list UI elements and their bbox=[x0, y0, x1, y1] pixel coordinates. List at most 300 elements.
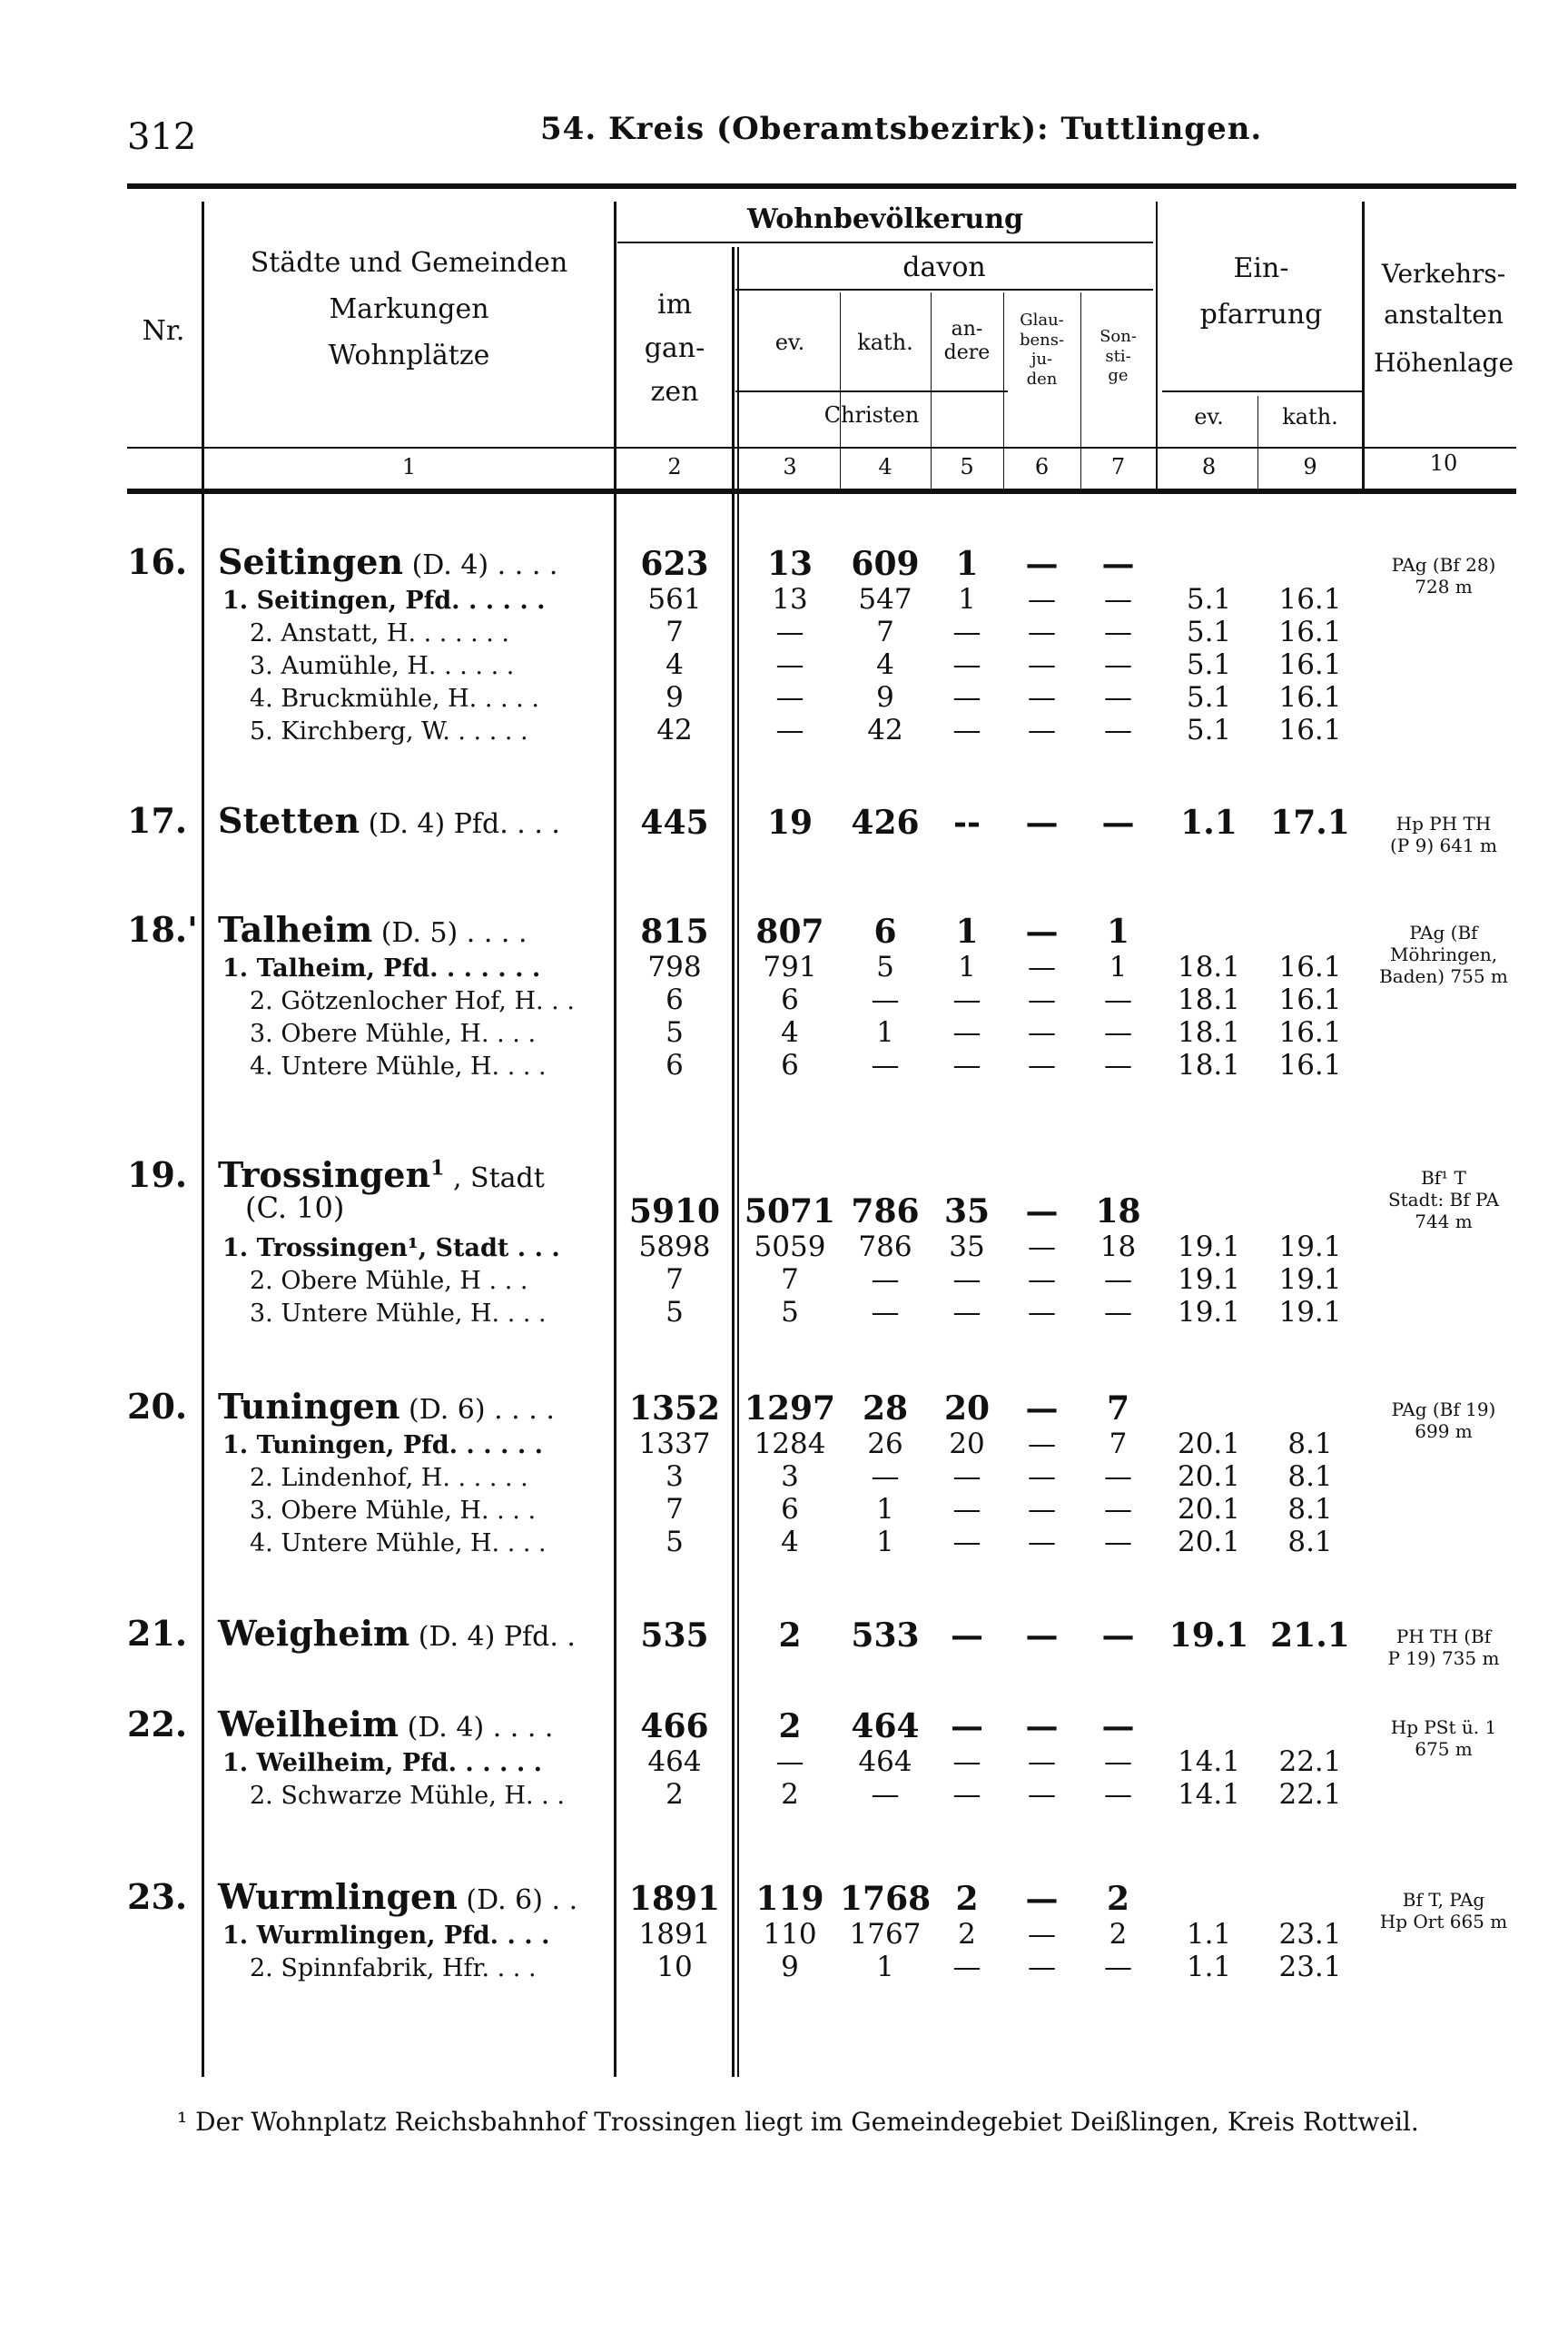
colnum-3: 3 bbox=[783, 454, 797, 479]
total-cell: 19.1 bbox=[1169, 1616, 1249, 1655]
sub-cell: 791 bbox=[763, 951, 817, 983]
header-so-1: Son- bbox=[1100, 327, 1137, 346]
sub-cell: 5059 bbox=[754, 1230, 826, 1263]
col-divider-1 bbox=[614, 202, 616, 2077]
header-wohnbevoelkerung: Wohnbevölkerung bbox=[746, 203, 1024, 235]
total-cell: — bbox=[1025, 1616, 1059, 1655]
total-cell: 445 bbox=[640, 804, 709, 842]
sub-cell: — bbox=[952, 1016, 981, 1049]
header-col1-line2: Markungen bbox=[329, 293, 489, 325]
sub-cell: — bbox=[1028, 951, 1056, 983]
sub-cell: 7 bbox=[1109, 1428, 1128, 1460]
sub-cell: 4 bbox=[781, 1526, 799, 1558]
sub-cell: 19.1 bbox=[1177, 1263, 1241, 1296]
sub-cell: 5 bbox=[666, 1296, 684, 1329]
wohnplatz-name: 2. Schwarze Mühle, H. . . bbox=[250, 1782, 565, 1810]
total-cell: 1768 bbox=[840, 1880, 932, 1918]
total-cell: 18 bbox=[1095, 1192, 1141, 1230]
header-davon: davon bbox=[902, 252, 986, 283]
header-andere-2: dere bbox=[943, 341, 991, 365]
sub-cell: — bbox=[1104, 1460, 1132, 1493]
sub-cell: — bbox=[775, 714, 804, 746]
sub-cell: — bbox=[1028, 583, 1056, 616]
sub-cell: — bbox=[1028, 616, 1056, 648]
total-cell: 13 bbox=[766, 545, 814, 583]
wohnbev-rule bbox=[617, 242, 1153, 243]
total-cell: 5071 bbox=[744, 1192, 836, 1230]
sub-cell: 1 bbox=[876, 1016, 894, 1049]
sub-cell: 19.1 bbox=[1278, 1296, 1342, 1329]
total-cell: 426 bbox=[851, 804, 920, 842]
sub-cell: 26 bbox=[867, 1428, 903, 1460]
gemeinde-name-text: Talheim bbox=[218, 909, 373, 950]
gemeinde-suffix: (D. 4) Pfd. . . . bbox=[360, 808, 560, 840]
sub-cell: 18.1 bbox=[1177, 1049, 1241, 1082]
sub-cell: 19.1 bbox=[1278, 1263, 1342, 1296]
header-andere-1: an- bbox=[951, 318, 983, 341]
einpfarrung-rule bbox=[1162, 390, 1362, 392]
sub-cell: 6 bbox=[666, 1049, 684, 1082]
total-cell: 623 bbox=[640, 545, 709, 583]
row-number: 18.' bbox=[127, 909, 198, 950]
header-im-ganzen-1: im bbox=[656, 289, 693, 321]
sub-cell: — bbox=[1104, 616, 1132, 648]
wohnplatz-name: 2. Anstatt, H. . . . . . . bbox=[250, 619, 510, 647]
sub-cell: — bbox=[1104, 1493, 1132, 1526]
total-cell: 786 bbox=[851, 1192, 920, 1230]
total-cell: 19 bbox=[766, 804, 814, 842]
row-number: 17. bbox=[127, 800, 188, 841]
gemeinde-name bbox=[218, 800, 560, 841]
verkehr-line: Baden) 755 m bbox=[1379, 965, 1508, 987]
total-cell: 1352 bbox=[628, 1389, 721, 1428]
sub-cell: — bbox=[952, 616, 981, 648]
sub-cell: 9 bbox=[666, 681, 684, 714]
header-col1-line3: Wohnplätze bbox=[328, 340, 490, 371]
top-rule bbox=[127, 183, 1516, 189]
colnum-7: 7 bbox=[1110, 454, 1126, 479]
sub-cell: — bbox=[1028, 1918, 1056, 1951]
page-title: 54. Kreis (Oberamtsbezirk): Tuttlingen. bbox=[540, 111, 1263, 147]
sub-cell: 8.1 bbox=[1287, 1493, 1333, 1526]
sub-cell: — bbox=[775, 1745, 804, 1778]
verkehr-line: PH TH (Bf bbox=[1395, 1626, 1492, 1647]
sub-cell: — bbox=[1028, 1230, 1056, 1263]
sub-cell: 19.1 bbox=[1177, 1296, 1241, 1329]
total-cell: — bbox=[1025, 804, 1059, 842]
total-cell: — bbox=[1025, 545, 1059, 583]
total-cell: 21.1 bbox=[1270, 1616, 1350, 1655]
sub-cell: 16.1 bbox=[1278, 648, 1342, 681]
sub-cell: — bbox=[1104, 681, 1132, 714]
sub-cell: 1 bbox=[876, 1951, 894, 1983]
sub-cell: 4 bbox=[876, 648, 894, 681]
gemeinde-name bbox=[218, 1876, 577, 1917]
sub-cell: 110 bbox=[763, 1918, 817, 1951]
sub-cell: 5.1 bbox=[1186, 616, 1232, 648]
sub-cell: 5898 bbox=[638, 1230, 711, 1263]
wohnplatz-name: 2. Obere Mühle, H . . . bbox=[250, 1267, 528, 1295]
total-cell: 1 bbox=[955, 913, 979, 951]
colnum-10: 10 bbox=[1429, 450, 1458, 476]
gemeinde-name-text: Seitingen bbox=[218, 541, 404, 582]
sub-cell: — bbox=[1028, 1493, 1056, 1526]
sub-cell: — bbox=[952, 1745, 981, 1778]
sub-cell: — bbox=[1104, 1296, 1132, 1329]
christen-rule bbox=[735, 390, 1008, 392]
total-cell: — bbox=[1025, 1707, 1059, 1745]
sub-cell: 13 bbox=[772, 583, 808, 616]
sub-cell: 7 bbox=[876, 616, 894, 648]
wohnplatz-name: 4. Bruckmühle, H. . . . . bbox=[250, 685, 539, 713]
sub-cell: 16.1 bbox=[1278, 714, 1342, 746]
header-vk-2: anstalten bbox=[1384, 299, 1504, 330]
header-im-ganzen-2: gan- bbox=[644, 332, 705, 364]
sub-cell: — bbox=[952, 648, 981, 681]
sub-cell: 23.1 bbox=[1278, 1951, 1342, 1983]
verkehr-line: Stadt: Bf PA bbox=[1387, 1189, 1500, 1211]
row-number: 16. bbox=[127, 541, 188, 582]
gemeinde-suffix: , Stadt bbox=[444, 1162, 545, 1194]
sub-cell: 5.1 bbox=[1186, 681, 1232, 714]
wohnplatz-name: 3. Untere Mühle, H. . . . bbox=[250, 1300, 547, 1328]
wohnplatz-name: 1. Tuningen, Pfd. . . . . . bbox=[222, 1431, 544, 1459]
verkehr-line: (P 9) 641 m bbox=[1390, 835, 1497, 856]
sub-cell: 5.1 bbox=[1186, 714, 1232, 746]
sub-cell: 2 bbox=[958, 1918, 976, 1951]
sub-cell: — bbox=[1028, 1016, 1056, 1049]
sub-cell: 786 bbox=[858, 1230, 912, 1263]
sub-cell: — bbox=[952, 983, 981, 1016]
header-col1-line1: Städte und Gemeinden bbox=[250, 247, 568, 279]
total-cell: 1891 bbox=[628, 1880, 721, 1918]
sub-cell: — bbox=[1028, 1778, 1056, 1811]
total-cell: 20 bbox=[943, 1389, 991, 1428]
sub-cell: — bbox=[871, 1460, 900, 1493]
davon-rule bbox=[735, 289, 1153, 291]
header-ep-ev: ev. bbox=[1194, 404, 1224, 430]
total-cell: 2 bbox=[1106, 1880, 1130, 1918]
sub-cell: 8.1 bbox=[1287, 1526, 1333, 1558]
sub-cell: 20.1 bbox=[1177, 1428, 1241, 1460]
gemeinde-suffix: (D. 6) . . bbox=[457, 1884, 578, 1916]
sub-cell: 20.1 bbox=[1177, 1526, 1241, 1558]
sub-cell: — bbox=[1104, 1778, 1132, 1811]
verkehr-line: 728 m bbox=[1415, 576, 1473, 598]
colnum-5: 5 bbox=[960, 454, 974, 479]
wohnplatz-name: 1. Wurmlingen, Pfd. . . . bbox=[222, 1922, 550, 1950]
sub-cell: — bbox=[952, 1951, 981, 1983]
sub-cell: 798 bbox=[647, 951, 702, 983]
sub-cell: 14.1 bbox=[1177, 1745, 1241, 1778]
gemeinde-suffix: (D. 4) . . . . bbox=[403, 549, 558, 581]
sub-cell: — bbox=[952, 1460, 981, 1493]
gemeinde-name-text: Wurmlingen bbox=[218, 1876, 458, 1917]
sub-cell: 18.1 bbox=[1177, 951, 1241, 983]
gemeinde-name-text: Weigheim bbox=[218, 1613, 410, 1654]
sub-cell: — bbox=[952, 1263, 981, 1296]
wohnplatz-name: 5. Kirchberg, W. . . . . . bbox=[250, 717, 528, 746]
sub-cell: 5 bbox=[876, 951, 894, 983]
wohnplatz-name: 3. Obere Mühle, H. . . . bbox=[250, 1497, 537, 1525]
gemeinde-name bbox=[218, 1386, 555, 1427]
footnote-marker: 1 bbox=[430, 1156, 445, 1181]
gemeinde-suffix: (D. 6) . . . . bbox=[399, 1394, 555, 1426]
sub-cell: — bbox=[775, 616, 804, 648]
sub-cell: 4 bbox=[781, 1016, 799, 1049]
gemeinde-suffix: (D. 4) Pfd. . bbox=[409, 1621, 576, 1653]
row-number: 23. bbox=[127, 1876, 188, 1917]
sub-cell: — bbox=[952, 681, 981, 714]
sub-cell: 6 bbox=[781, 983, 799, 1016]
sub-cell: 464 bbox=[858, 1745, 912, 1778]
total-cell: — bbox=[951, 1707, 983, 1745]
col-divider-2 bbox=[732, 247, 735, 2077]
sub-cell: — bbox=[775, 648, 804, 681]
total-cell: 807 bbox=[755, 913, 824, 951]
total-cell: 119 bbox=[755, 1880, 824, 1918]
total-cell: 464 bbox=[851, 1707, 920, 1745]
sub-cell: 1 bbox=[958, 583, 976, 616]
sub-cell: — bbox=[1028, 648, 1056, 681]
col-divider-9 bbox=[1362, 202, 1365, 494]
colnum-9: 9 bbox=[1303, 454, 1317, 479]
total-cell: 5910 bbox=[628, 1192, 721, 1230]
wohnplatz-name: 3. Obere Mühle, H. . . . bbox=[250, 1020, 537, 1048]
sub-cell: 1.1 bbox=[1186, 1951, 1232, 1983]
verkehr-line: Hp Ort 665 m bbox=[1379, 1911, 1508, 1932]
total-cell: — bbox=[1101, 545, 1135, 583]
wohnplatz-name: 2. Spinnfabrik, Hfr. . . . bbox=[250, 1954, 537, 1982]
colnum-8: 8 bbox=[1201, 454, 1217, 479]
sub-cell: — bbox=[1104, 1049, 1132, 1082]
header-nr: Nr. bbox=[142, 315, 185, 347]
row-number: 22. bbox=[127, 1704, 188, 1744]
total-cell: 535 bbox=[640, 1616, 709, 1655]
sub-cell: — bbox=[952, 1493, 981, 1526]
sub-cell: 18 bbox=[1100, 1230, 1137, 1263]
total-cell: 35 bbox=[943, 1192, 991, 1230]
sub-cell: 6 bbox=[781, 1049, 799, 1082]
verkehr-line: PAg (Bf 28) bbox=[1391, 554, 1496, 576]
header-bottom-rule bbox=[127, 447, 1516, 449]
sub-cell: — bbox=[1104, 1016, 1132, 1049]
header-andere bbox=[931, 318, 1003, 366]
sub-cell: 20.1 bbox=[1177, 1493, 1241, 1526]
sub-cell: 464 bbox=[647, 1745, 702, 1778]
gemeinde-suffix: (D. 4) . . . . bbox=[399, 1712, 554, 1744]
colnum-1: 1 bbox=[401, 454, 417, 479]
wohnplatz-name: 1. Weilheim, Pfd. . . . . . bbox=[222, 1749, 543, 1777]
sub-cell: 18.1 bbox=[1177, 1016, 1241, 1049]
wohnplatz-name: 1. Talheim, Pfd. . . . . . . bbox=[222, 954, 541, 983]
verkehr-line: PAg (Bf 19) bbox=[1391, 1398, 1496, 1420]
header-gj-3: ju- bbox=[1031, 350, 1053, 370]
colnum-6: 6 bbox=[1034, 454, 1050, 479]
total-cell: — bbox=[1025, 1880, 1059, 1918]
sub-cell: — bbox=[1028, 681, 1056, 714]
gemeinde-name bbox=[218, 1154, 545, 1195]
sub-cell: 1.1 bbox=[1186, 1918, 1232, 1951]
total-cell: 7 bbox=[1106, 1389, 1130, 1428]
sub-cell: 1337 bbox=[638, 1428, 711, 1460]
total-cell: 466 bbox=[640, 1707, 709, 1745]
sub-cell: 1 bbox=[876, 1526, 894, 1558]
total-cell: — bbox=[1101, 804, 1135, 842]
col-divider-2b bbox=[737, 247, 739, 2077]
header-col1 bbox=[207, 245, 611, 373]
header-verkehr bbox=[1366, 254, 1521, 383]
verkehr-line: 744 m bbox=[1415, 1211, 1473, 1232]
sub-cell: — bbox=[871, 983, 900, 1016]
sub-cell: — bbox=[871, 1296, 900, 1329]
gemeinde-name-text: Stetten bbox=[218, 800, 360, 841]
header-ep-kath: kath. bbox=[1282, 404, 1338, 430]
header-so-3: ge bbox=[1108, 366, 1129, 386]
header-sonstige bbox=[1080, 327, 1156, 386]
sub-cell: 5 bbox=[781, 1296, 799, 1329]
sub-cell: 1284 bbox=[754, 1428, 826, 1460]
verkehr-line: 675 m bbox=[1415, 1738, 1473, 1760]
col-divider-nr bbox=[202, 202, 204, 2077]
sub-cell: 4 bbox=[666, 648, 684, 681]
sub-cell: 16.1 bbox=[1278, 681, 1342, 714]
header-ep-1: Ein- bbox=[1233, 252, 1289, 284]
header-im-ganzen bbox=[617, 283, 732, 414]
total-cell: 2 bbox=[778, 1616, 802, 1655]
sub-cell: — bbox=[1028, 983, 1056, 1016]
sub-cell: 5 bbox=[666, 1016, 684, 1049]
sub-cell: 7 bbox=[666, 1493, 684, 1526]
sub-cell: — bbox=[1028, 714, 1056, 746]
sub-cell: 1 bbox=[958, 951, 976, 983]
row-number: 19. bbox=[127, 1154, 188, 1195]
gemeinde-name bbox=[218, 1613, 576, 1654]
sub-cell: 547 bbox=[858, 583, 912, 616]
header-gj-4: den bbox=[1026, 369, 1058, 389]
verkehr-line: Bf T, PAg bbox=[1402, 1889, 1485, 1911]
sub-cell: 9 bbox=[876, 681, 894, 714]
total-cell: — bbox=[1025, 1192, 1059, 1230]
sub-cell: 1767 bbox=[849, 1918, 922, 1951]
sub-cell: — bbox=[871, 1778, 900, 1811]
sub-cell: — bbox=[952, 1296, 981, 1329]
colnum-2: 2 bbox=[667, 454, 682, 479]
sub-cell: 9 bbox=[781, 1951, 799, 1983]
sub-cell: — bbox=[871, 1049, 900, 1082]
sub-cell: — bbox=[1028, 1951, 1056, 1983]
sub-cell: 14.1 bbox=[1177, 1778, 1241, 1811]
sub-cell: — bbox=[952, 1049, 981, 1082]
sub-cell: — bbox=[1104, 583, 1132, 616]
header-gj-2: bens- bbox=[1019, 330, 1065, 350]
sub-cell: 20 bbox=[949, 1428, 985, 1460]
header-so-2: sti- bbox=[1105, 346, 1131, 366]
wohnplatz-name: 2. Götzenlocher Hof, H. . . bbox=[250, 987, 575, 1015]
total-cell: 17.1 bbox=[1270, 804, 1350, 842]
header-vk-3: Höhenlage bbox=[1373, 347, 1514, 378]
gemeinde-name-text: Trossingen bbox=[218, 1154, 431, 1195]
sub-cell: 42 bbox=[867, 714, 903, 746]
sub-cell: 16.1 bbox=[1278, 616, 1342, 648]
row-number: 20. bbox=[127, 1386, 188, 1427]
sub-cell: 2 bbox=[666, 1778, 684, 1811]
total-cell: — bbox=[1025, 1389, 1059, 1428]
sub-cell: 7 bbox=[666, 1263, 684, 1296]
total-cell: — bbox=[1101, 1616, 1135, 1655]
footnote: ¹ Der Wohnplatz Reichsbahnhof Trossingen liegt im Gemeindegebiet Deißlingen, Kreis Rottweil. bbox=[177, 2107, 1419, 2137]
verkehr-line: PAg (Bf bbox=[1409, 922, 1478, 944]
colnum-4: 4 bbox=[878, 454, 892, 479]
sub-cell: 16.1 bbox=[1278, 1016, 1342, 1049]
verkehr-line: Möhringen, bbox=[1389, 944, 1498, 965]
wohnplatz-name: 4. Untere Mühle, H. . . . bbox=[250, 1052, 547, 1081]
sub-cell: 5.1 bbox=[1186, 583, 1232, 616]
total-cell: 2 bbox=[778, 1707, 802, 1745]
gemeinde-name bbox=[218, 541, 557, 582]
sub-cell: 19.1 bbox=[1278, 1230, 1342, 1263]
sub-cell: 20.1 bbox=[1177, 1460, 1241, 1493]
gemeinde-name bbox=[218, 909, 528, 950]
sub-cell: 16.1 bbox=[1278, 1049, 1342, 1082]
sub-cell: 2 bbox=[1109, 1918, 1128, 1951]
sub-cell: — bbox=[1104, 1951, 1132, 1983]
sub-cell: — bbox=[1028, 1296, 1056, 1329]
gemeinde-name-line2: (C. 10) bbox=[245, 1191, 345, 1225]
sub-cell: 561 bbox=[647, 583, 702, 616]
header-kath: kath. bbox=[857, 330, 913, 355]
sub-cell: — bbox=[1028, 1049, 1056, 1082]
total-cell: 6 bbox=[873, 913, 897, 951]
total-cell: 1297 bbox=[744, 1389, 836, 1428]
header-einpfarrung bbox=[1160, 245, 1362, 338]
sub-cell: — bbox=[952, 1526, 981, 1558]
header-vk-1: Verkehrs- bbox=[1381, 259, 1506, 289]
sub-cell: 18.1 bbox=[1177, 983, 1241, 1016]
sub-cell: 3 bbox=[666, 1460, 684, 1493]
gemeinde-name-text: Tuningen bbox=[218, 1386, 400, 1427]
wohnplatz-name: 4. Untere Mühle, H. . . . bbox=[250, 1529, 547, 1557]
header-christen: Christen bbox=[823, 402, 920, 428]
sub-cell: 16.1 bbox=[1278, 983, 1342, 1016]
sub-cell: 7 bbox=[666, 616, 684, 648]
sub-cell: — bbox=[1104, 1263, 1132, 1296]
sub-cell: 8.1 bbox=[1287, 1460, 1333, 1493]
header-ev: ev. bbox=[774, 330, 805, 355]
sub-cell: — bbox=[1104, 1745, 1132, 1778]
sub-cell: — bbox=[952, 1778, 981, 1811]
colnum-bottom-rule bbox=[127, 489, 1516, 494]
sub-cell: 16.1 bbox=[1278, 583, 1342, 616]
sub-cell: 6 bbox=[666, 983, 684, 1016]
sub-cell: 5 bbox=[666, 1526, 684, 1558]
total-cell: 609 bbox=[851, 545, 920, 583]
verkehr-line: Hp PSt ü. 1 bbox=[1390, 1716, 1497, 1738]
sub-cell: 16.1 bbox=[1278, 951, 1342, 983]
total-cell: 1 bbox=[955, 545, 979, 583]
total-cell: -- bbox=[953, 804, 981, 842]
sub-cell: 7 bbox=[781, 1263, 799, 1296]
sub-cell: 1 bbox=[1109, 951, 1128, 983]
sub-cell: 22.1 bbox=[1278, 1778, 1342, 1811]
row-number: 21. bbox=[127, 1613, 188, 1654]
total-cell: — bbox=[1101, 1707, 1135, 1745]
total-cell: 1 bbox=[1106, 913, 1130, 951]
verkehr-line: Bf¹ T bbox=[1421, 1167, 1466, 1189]
sub-cell: 3 bbox=[781, 1460, 799, 1493]
header-ep-2: pfarrung bbox=[1199, 299, 1323, 331]
sub-cell: 8.1 bbox=[1287, 1428, 1333, 1460]
